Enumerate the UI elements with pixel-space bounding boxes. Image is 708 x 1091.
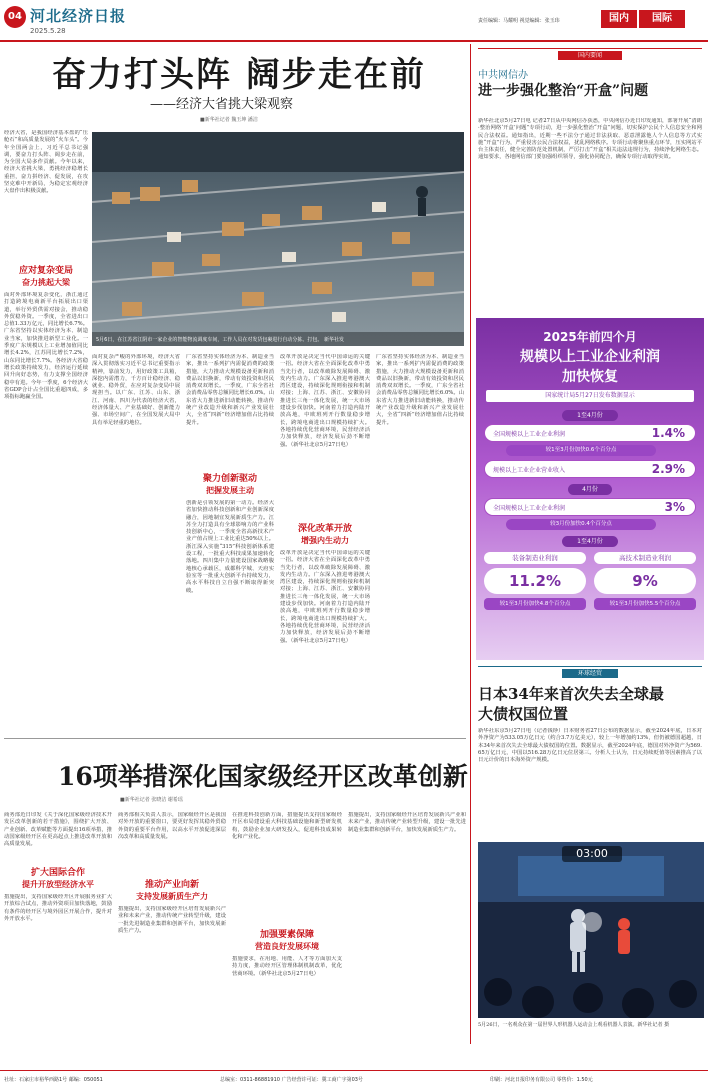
warehouse-photo-illustration [92,132,464,346]
feature-col1-text: 商务部近日印发《关于深化国家级经济技术开发区改革创新的若干措施》，围绕扩大开放、产业创新、改革赋能等方面提出16项举措，推动国家级经开区在更高起点上推进改革开放和高质量发展。 [4,812,112,848]
footer-left: 社址：石家庄市裕华西路1号 邮编：050051 [4,1077,103,1083]
box2-value: 9% [594,568,696,594]
right-column-divider [470,44,471,1044]
feature-byline: ■新华社记者 张晓洁 谢希瑶 [120,797,183,803]
lead-photo [92,132,464,346]
feature-subsection-3-title [232,930,342,952]
row1-label: 全国规模以上工业企业利润 [493,431,566,438]
footer-rule [0,1070,708,1071]
lead-col2-text: 面对复杂严峻的外部环境，经济大省深入贯彻落实习近平总书记重要指示精神，靠前发力，用好政策工具箱，深挖内需潜力，千方百计稳经济、稳就业、稳外贸，在应对复杂变局中展现担当。以广东、江苏、山东、浙江、河南、四川为代表的经济大省，经济体量大、产业基础好、创新能力强、市场空间广，在全国发展大局中具有举足轻重的地位。 [92,354,180,426]
infographic-box-hightech [594,552,696,634]
lead-col5-text: 改革开放是决定当代中国命运的关键一招。经济大省在全面深化改革中勇当先行者，以改革破除发展障碍、激发内生动力。广东深入推进粤港澳大湾区建设，持续深化规则衔接和机制对接；上海、江苏、浙江、安徽协同推进长三角一体化发展，统一大市场建设步伐加快。河南着力打造内陆开放高地，中欧班列开行数量稳步增长，跨境电商进出口规模持续扩大。各地持续优化营商环境，民营经济活力加快释放，经济发展后劲不断增强。（新华社北京5月27日电） [280,354,370,448]
row2-label: 规模以上工业企业营业收入 [493,467,566,474]
right-bottom-section-label: 环球经贸 [562,669,618,678]
row2-value: 2.9% [651,462,685,476]
lead-s2-sub: 把握发展主动 [206,485,254,495]
editor-credits: 责任编辑：马耀明 视觉编辑：张玉玮 [478,18,560,24]
infographic-row-2 [484,460,696,478]
box2-label: 高技术制造业利润 [594,552,696,564]
right-bottom-headline: 日本34年来首次失去全球最大债权国位置 [478,685,664,723]
section-tab-international[interactable]: 国际 [639,10,685,28]
robot-photo-caption: 5月26日，一名观众在第一届世界人形机器人运动会上观看机器人表演。新华社记者 摄 [478,1022,670,1028]
lead-col3-text: 广东省坚持实体经济为本、制造业当家，推出一系列扩内需促消费的政策措施，大力推动大规模设备更新和消费品以旧换新，带动有效投资和居民消费双双增长。一季度，广东全省社会消费品零售总额同比增长6.0%。山东省大力推进新旧动能转换，推动传统产业改造升级和新兴产业发展壮大，全省“四新”经济增加值占比持续提升。 [186,354,274,426]
masthead [0,0,708,44]
page-number: 04 [4,6,26,28]
lead-col5b-text: 改革开放是决定当代中国命运的关键一招。经济大省在全面深化改革中勇当先行者，以改革破除发展障碍、激发内生动力。广东深入推进粤港澳大湾区建设，持续深化规则衔接和机制对接；上海、江苏、浙江、安徽协同推进长三角一体化发展，统一大市场建设步伐加快。河南着力打造内陆开放高地，中欧班列开行数量稳步增长，跨境电商进出口规模持续扩大。各地持续优化营商环境，民营经济活力加快释放，经济发展后劲不断增强。（新华社北京5月27日电） [280,550,370,644]
row3-note: 较3月份加快0.4个百分点 [506,519,656,530]
feature-col4-text: 措施提出，支持国家级经开区培育发展新兴产业和未来产业，推动传统产业转型升级，建设一批先进制造业集群和创新平台，加快发展新质生产力。 [348,812,466,833]
right-top-text: 新华社北京5月27日电 记者27日从中央网信办获悉，中央网信办近日印发通知，部署开展“清朗·整治网络‘开盒’问题”专项行动，进一步强化整治“开盒”问题，切实保护公民个人信息安全和网民合法权益。通知指出，近期一些不法分子通过非法获取、恶意泄露他人个人信息等方式实施“开盒”行为，严重侵害公民合法权益，扰乱网络秩序。专项行动将聚焦重点环节，压实网站平台主体责任，健全完善防范处置机制，严厉打击“开盒”相关违法违规行为，持续净化网络生态。通知要求，各地网信部门要加强组织领导，强化协同配合，确保专项行动取得实效。 [478,118,702,161]
infographic-source: 国家统计局5月27日发布数据显示 [486,390,694,402]
box1-note: 较1至3月份加快4.8个百分点 [484,598,586,610]
lead-headline: 奋力打头阵 阔步走在前 [52,55,426,95]
right-top-section-label-box [478,48,702,60]
lead-col4-text: 创新是引领发展的第一动力。经济大省加快推动科技创新和产业创新深度融合，因地制宜发展新质生产力。江苏全力打造具有全球影响力的产业科技创新中心，一季度全省高新技术产业产值占规上工业比重达50%以上。浙江深入实施“315”科技创新体系建设工程，一批重大科技成果加速转化落地。四川集中力量建设国家战略腹地核心承载区，成都科学城、天府实验室等一批重大创新平台持续发力，高水平科技自立自强不断取得新突破。 [186,500,274,594]
infographic-period-3: 1至4月份 [562,536,618,547]
section-tab-domestic[interactable]: 国内 [601,10,637,28]
feature-col3b-text: 措施要求，在用地、用能、人才等方面加大支持力度，推动经开区管理体制机制改革，优化营商环境。（新华社北京5月27日电） [232,956,342,977]
feature-s3-title: 加强要素保障 [259,930,314,940]
box2-note: 较1至3月份加快5.5个百分点 [594,598,696,610]
infographic-period-2: 4月份 [568,484,612,495]
feature-s2-title: 推动产业向新 [144,880,199,890]
robot-photo [478,842,704,1018]
feature-subsection-1-title [4,868,112,890]
lead-col1b-text: 面对外部环境复杂变化，浙江通过打造跨境电商新平台拓展出口渠道，举行外贸供需对接会，推动稳外贸稳外资。一季度，全省进出口总值1.33万亿元，同比增长6.7%。广东省坚持以实体经济为本、制造业当家，加快推进新型工业化。一季度广东规模以上工业增加值同比增长4.2%，江苏同比增长7.2%，山东同比增长7.7%。各经济大省稳增长政策持续发力，经济运行延续回升向好态势，有力支撑全国经济稳中有进。今年一季度，6个经济大省GDP合计占全国比重超四成，多项指标跑赢全国。 [4,292,88,401]
footer-mid: 总编室：0311-86881910 广告经营许可证：冀工商广字第03号 [220,1077,363,1083]
row1-value: 1.4% [651,426,685,440]
lead-photo-caption: 5月6日，在江苏省江阴市一家企业的智能物流调度车间，工作人员在对发货包裹进行自动分拣、打包。 新华社发 [96,337,344,343]
masthead-rule [0,40,708,42]
paper-name: 河北经济日报 [30,7,127,25]
feature-col3-text: 在推进科技创新方面，措施提出支持国家级经开区布局建设重大科技基础设施和新型研发机构，鼓励企业加大研发投入，促进科技成果转化和产业化。 [232,812,342,840]
right-bottom-section-label-box [478,666,702,678]
issue-date: 2025.5.28 [30,27,66,35]
row3-label: 全国规模以上工业企业利润 [493,505,566,512]
box1-label: 装备制造业利润 [484,552,586,564]
box1-value: 11.2% [484,568,586,594]
lead-s3-title: 深化改革开放 [297,524,352,534]
feature-top-rule [4,738,466,739]
feature-s3-sub: 营造良好发展环境 [255,941,319,951]
lead-s1-title: 应对复杂变局 [18,266,73,276]
infographic-period-1: 1至4月份 [562,410,618,421]
video-timestamp: 03:00 [562,846,622,862]
infographic-row-1 [484,424,696,442]
right-top-kicker: 中共网信办 [478,70,528,81]
feature-col1b-text: 措施提出，支持国家级经开区开展服务业扩大开放综合试点，推动外资项目加快落地，鼓励有条件的经开区与境外园区开展合作，提升对外开放水平。 [4,894,112,922]
right-top-headline: 进一步强化整治“开盒”问题 [478,83,649,99]
lead-subsection-3-title [280,524,370,546]
feature-col2b-text: 措施提出，支持国家级经开区培育发展新兴产业和未来产业，推动传统产业转型升级，建设一批先进制造业集群和创新平台，加快发展新质生产力。 [118,906,226,934]
lead-col1-text: 经济大省，是我国经济基本盘的“压舱石”和高质量发展的“火车头”。今年全国两会上，习近平总书记强调，要奋力打头阵、阔步走在前，为全国大局多作贡献。今年以来，经济大省挑大梁，勇挑经济稳增长重担，奋力拼经济、促发展，在攻坚克难中开新局，为稳定宏观经济大盘作出积极贡献。 [4,130,88,195]
right-top-section-label: 国内要闻 [558,51,622,60]
lead-byline: ■新华社记者 魏玉坤 潘洁 [200,117,258,123]
row3-value: 3% [664,500,685,514]
lead-subsection-1-title [4,266,88,288]
profit-infographic [476,318,704,660]
lead-subsection-2-title [186,474,274,496]
right-bottom-text: 新华社东京5月27日电（记者钱铮）日本财务省27日公布的数据显示，截至2024年底，日本对外净资产为533.05万亿日元（约合3.7万亿美元），较上一年增加约13%，但仍被德国超越，日本34年来首次失去全球最大债权国的位置。数据显示，截至2024年底，德国对外净资产为569.65万亿日元，中国以516.28万亿日元位居第三。分析人士认为，日元持续贬值等因素推高了以日元计价的日本海外资产规模。 [478,728,702,764]
feature-subsection-2-title [118,880,226,902]
feature-col2-text: 商务部相关负责人表示，国家级经开区是我国对外开放的重要窗口，要更好发挥其稳外贸稳外资的重要平台作用，以高水平开放促进深层次改革和高质量发展。 [118,812,226,840]
infographic-headline: 规模以上工业企业利润 [520,349,660,365]
infographic-headline2: 加快恢复 [562,369,618,385]
infographic-box-equipment [484,552,586,634]
infographic-title: 2025年前四个月 [543,330,637,344]
feature-s1-title: 扩大国际合作 [30,868,85,878]
play-icon[interactable] [582,912,602,932]
lead-col6-text: 广东省坚持实体经济为本、制造业当家，推出一系列扩内需促消费的政策措施，大力推动大规模设备更新和消费品以旧换新，带动有效投资和居民消费双双增长。一季度，广东全省社会消费品零售总额同比增长6.0%。山东省大力推进新旧动能转换，推动传统产业改造升级和新兴产业发展壮大，全省“四新”经济增加值占比持续提升。 [376,354,464,426]
lead-s3-sub: 增强内生动力 [301,535,349,545]
feature-s2-sub: 支持发展新质生产力 [136,891,208,901]
infographic-row-3 [484,498,696,516]
lead-s1-sub: 奋力挑起大梁 [22,277,70,287]
row1-note: 较1至3月份加快0.6个百分点 [506,445,656,456]
feature-s1-sub: 提升开放型经济水平 [22,879,94,889]
lead-s2-title: 聚力创新驱动 [202,474,257,484]
lead-subhead: ——经济大省挑大梁观察 [150,97,294,112]
feature-headline: 16项举措深化国家级经开区改革创新 [58,762,468,791]
footer-right: 印刷：河北日报印务有限公司 零售价：1.50元 [490,1077,593,1083]
